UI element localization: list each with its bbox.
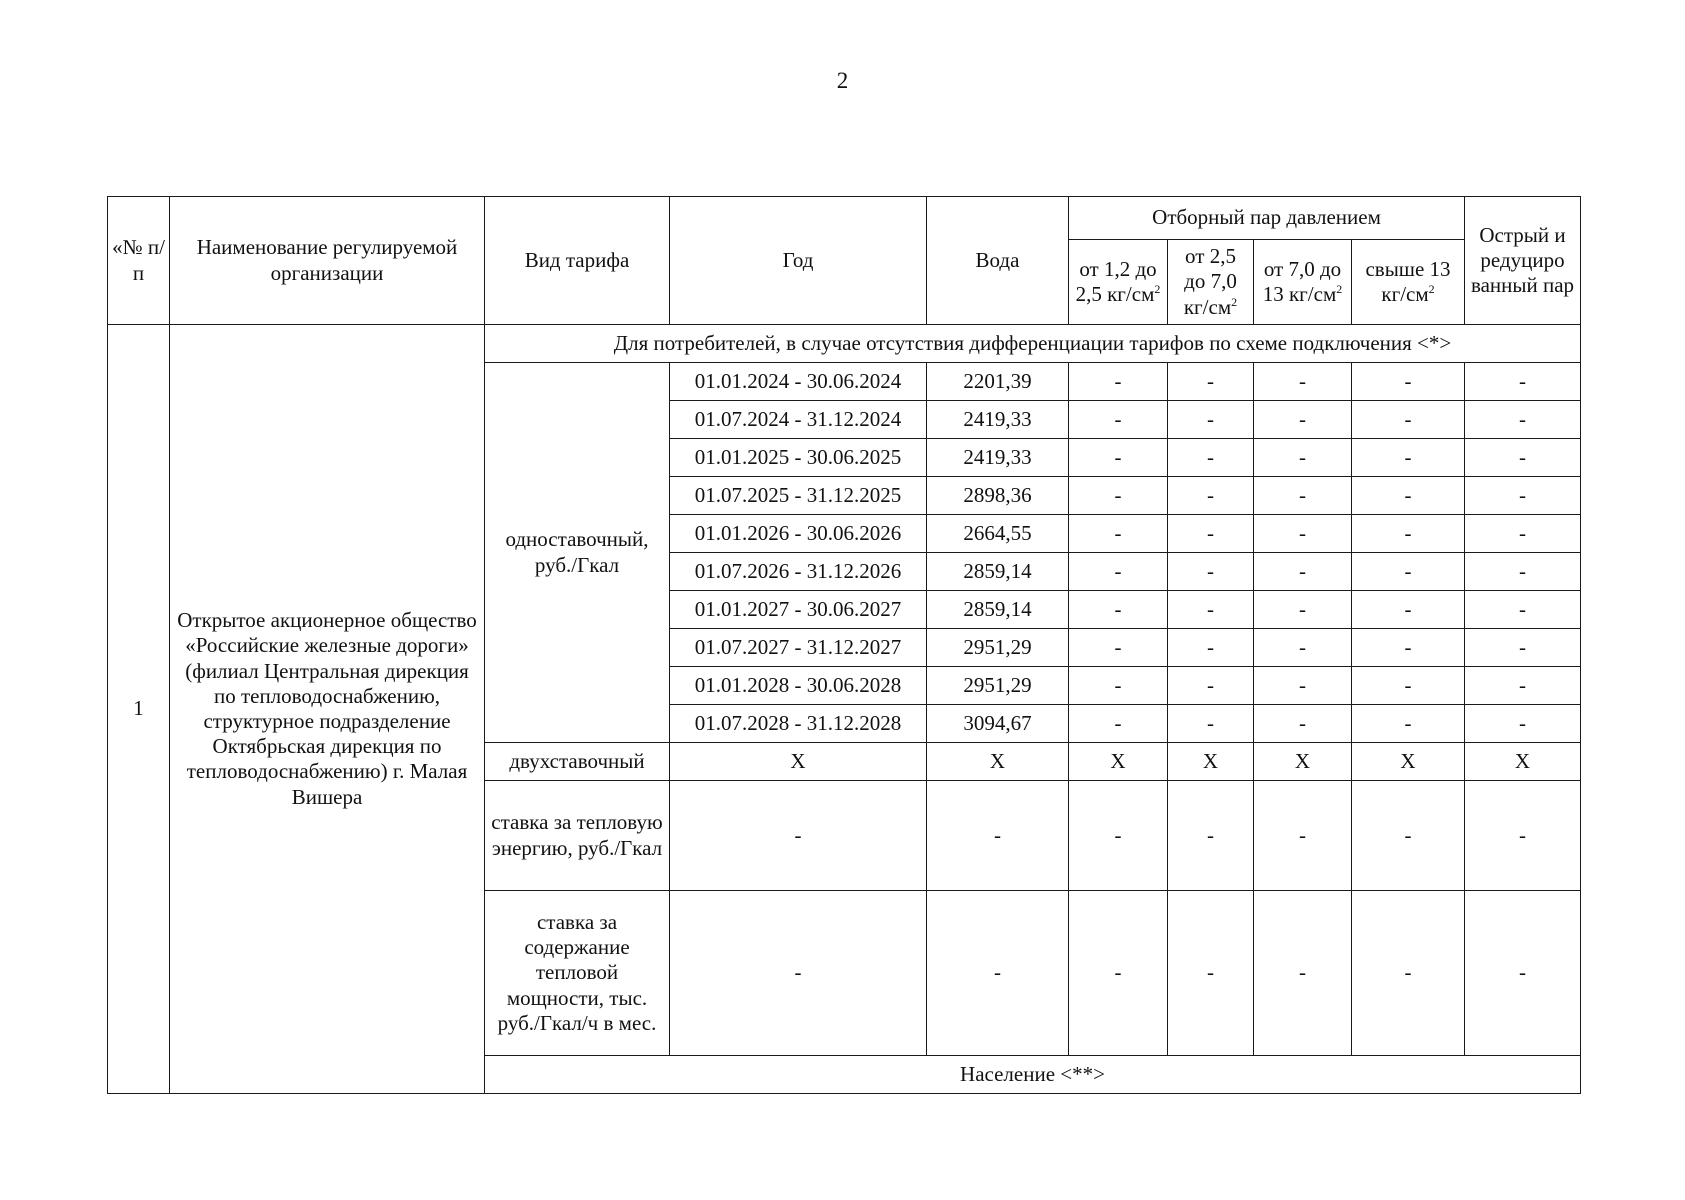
water-value: 2859,14 xyxy=(927,553,1069,591)
pressure-4-value: - xyxy=(1352,515,1465,553)
pressure-1-value: - xyxy=(1069,667,1168,705)
period-cell: 01.01.2028 - 30.06.2028 xyxy=(670,667,927,705)
sharp-steam-value: - xyxy=(1465,705,1581,743)
pressure-2-value: - xyxy=(1168,363,1254,401)
pressure-3-value: - xyxy=(1254,515,1352,553)
pressure-3-value: - xyxy=(1254,629,1352,667)
energy-rate-pressure-1: - xyxy=(1069,781,1168,891)
energy-rate-water: - xyxy=(927,781,1069,891)
header-steam-group: Отборный пар давлением xyxy=(1069,197,1465,240)
header-tariff-type: Вид тарифа xyxy=(485,197,670,325)
pressure-2-value: - xyxy=(1168,477,1254,515)
sharp-steam-value: - xyxy=(1465,553,1581,591)
capacity-rate-pressure-4: - xyxy=(1352,891,1465,1056)
period-cell: 01.07.2025 - 31.12.2025 xyxy=(670,477,927,515)
header-org: Наименование регулируемой организации xyxy=(170,197,485,325)
sharp-steam-value: - xyxy=(1465,629,1581,667)
water-value: 2859,14 xyxy=(927,591,1069,629)
energy-rate-label: ставка за тепловую энергию, руб./Гкал xyxy=(485,781,670,891)
header-pressure-2: от 2,5 до 7,0 $кг/см^2$ xyxy=(1168,240,1254,325)
two-rate-pressure-4: X xyxy=(1352,743,1465,781)
pressure-3-value: - xyxy=(1254,667,1352,705)
sharp-steam-value: - xyxy=(1465,591,1581,629)
page-number: 2 xyxy=(836,68,849,93)
water-value: 2898,36 xyxy=(927,477,1069,515)
pressure-1-value: - xyxy=(1069,477,1168,515)
water-value: 2419,33 xyxy=(927,439,1069,477)
org-name: Открытое акционерное общество «Российские железные дороги» (филиал Центральная дирекция по тепловодоснабжению, структурное подразделение Октябрьская дирекция по тепловодоснабжению) г. Малая Вишера xyxy=(170,325,485,1094)
energy-rate-sharp-steam: - xyxy=(1465,781,1581,891)
pressure-2-value: - xyxy=(1168,439,1254,477)
period-cell: 01.01.2027 - 30.06.2027 xyxy=(670,591,927,629)
header-num: «№ п/п xyxy=(108,197,170,325)
sharp-steam-value: - xyxy=(1465,363,1581,401)
row-number: 1 xyxy=(108,325,170,1094)
sharp-steam-value: - xyxy=(1465,667,1581,705)
pressure-2-value: - xyxy=(1168,667,1254,705)
two-rate-pressure-2: X xyxy=(1168,743,1254,781)
pressure-2-value: - xyxy=(1168,591,1254,629)
capacity-rate-pressure-2: - xyxy=(1168,891,1254,1056)
pressure-1-value: - xyxy=(1069,553,1168,591)
pressure-4-value: - xyxy=(1352,553,1465,591)
sharp-steam-value: - xyxy=(1465,439,1581,477)
header-pressure-3: от 7,0 до 13 $кг/см^2$ xyxy=(1254,240,1352,325)
population-label: Население <**> xyxy=(485,1056,1581,1094)
pressure-4-value: - xyxy=(1352,439,1465,477)
sharp-steam-value: - xyxy=(1465,477,1581,515)
sharp-steam-value: - xyxy=(1465,515,1581,553)
pressure-4-value: - xyxy=(1352,629,1465,667)
capacity-rate-pressure-1: - xyxy=(1069,891,1168,1056)
pressure-1-value: - xyxy=(1069,591,1168,629)
pressure-4-value: - xyxy=(1352,477,1465,515)
period-cell: 01.07.2026 - 31.12.2026 xyxy=(670,553,927,591)
pressure-3-value: - xyxy=(1254,439,1352,477)
energy-rate-year: - xyxy=(670,781,927,891)
header-year: Год xyxy=(670,197,927,325)
energy-rate-pressure-2: - xyxy=(1168,781,1254,891)
pressure-3-value: - xyxy=(1254,363,1352,401)
capacity-rate-water: - xyxy=(927,891,1069,1056)
capacity-rate-sharp-steam: - xyxy=(1465,891,1581,1056)
energy-rate-pressure-4: - xyxy=(1352,781,1465,891)
pressure-3-value: - xyxy=(1254,591,1352,629)
header-sharp-steam: Острый и редуциро ванный пар xyxy=(1465,197,1581,325)
pressure-3-value: - xyxy=(1254,401,1352,439)
pressure-3-value: - xyxy=(1254,705,1352,743)
pressure-2-value: - xyxy=(1168,401,1254,439)
header-pressure-4: свыше 13 $кг/см^2$ xyxy=(1352,240,1465,325)
pressure-4-value: - xyxy=(1352,705,1465,743)
period-cell: 01.07.2028 - 31.12.2028 xyxy=(670,705,927,743)
header-pressure-1: от 1,2 до 2,5 $кг/см^2$ xyxy=(1069,240,1168,325)
pressure-4-value: - xyxy=(1352,401,1465,439)
capacity-rate-year: - xyxy=(670,891,927,1056)
pressure-4-value: - xyxy=(1352,591,1465,629)
pressure-2-value: - xyxy=(1168,629,1254,667)
pressure-1-value: - xyxy=(1069,629,1168,667)
sharp-steam-value: - xyxy=(1465,401,1581,439)
period-cell: 01.01.2024 - 30.06.2024 xyxy=(670,363,927,401)
water-value: 2664,55 xyxy=(927,515,1069,553)
pressure-4-value: - xyxy=(1352,667,1465,705)
consumers-label: Для потребителей, в случае отсутствия дифференциации тарифов по схеме подключения <*> xyxy=(485,325,1581,363)
two-rate-pressure-1: X xyxy=(1069,743,1168,781)
pressure-2-value: - xyxy=(1168,515,1254,553)
pressure-2-value: - xyxy=(1168,553,1254,591)
period-cell: 01.07.2027 - 31.12.2027 xyxy=(670,629,927,667)
tariff-table xyxy=(107,196,1581,1094)
two-rate-label: двухставочный xyxy=(485,743,670,781)
period-cell: 01.01.2025 - 30.06.2025 xyxy=(670,439,927,477)
two-rate-pressure-3: X xyxy=(1254,743,1352,781)
pressure-2-value: - xyxy=(1168,705,1254,743)
water-value: 3094,67 xyxy=(927,705,1069,743)
pressure-1-value: - xyxy=(1069,363,1168,401)
water-value: 2951,29 xyxy=(927,667,1069,705)
pressure-1-value: - xyxy=(1069,401,1168,439)
capacity-rate-pressure-3: - xyxy=(1254,891,1352,1056)
header-water: Вода xyxy=(927,197,1069,325)
pressure-3-value: - xyxy=(1254,553,1352,591)
pressure-4-value: - xyxy=(1352,363,1465,401)
two-rate-year: X xyxy=(670,743,927,781)
two-rate-water: X xyxy=(927,743,1069,781)
water-value: 2419,33 xyxy=(927,401,1069,439)
energy-rate-pressure-3: - xyxy=(1254,781,1352,891)
water-value: 2951,29 xyxy=(927,629,1069,667)
water-value: 2201,39 xyxy=(927,363,1069,401)
pressure-1-value: - xyxy=(1069,439,1168,477)
pressure-3-value: - xyxy=(1254,477,1352,515)
pressure-1-value: - xyxy=(1069,705,1168,743)
capacity-rate-label: ставка за содержание тепловой мощности, тыс. руб./Гкал/ч в мес. xyxy=(485,891,670,1056)
single-rate-label: одноставочный, руб./Гкал xyxy=(485,363,670,743)
pressure-1-value: - xyxy=(1069,515,1168,553)
period-cell: 01.07.2024 - 31.12.2024 xyxy=(670,401,927,439)
period-cell: 01.01.2026 - 30.06.2026 xyxy=(670,515,927,553)
two-rate-sharp-steam: X xyxy=(1465,743,1581,781)
